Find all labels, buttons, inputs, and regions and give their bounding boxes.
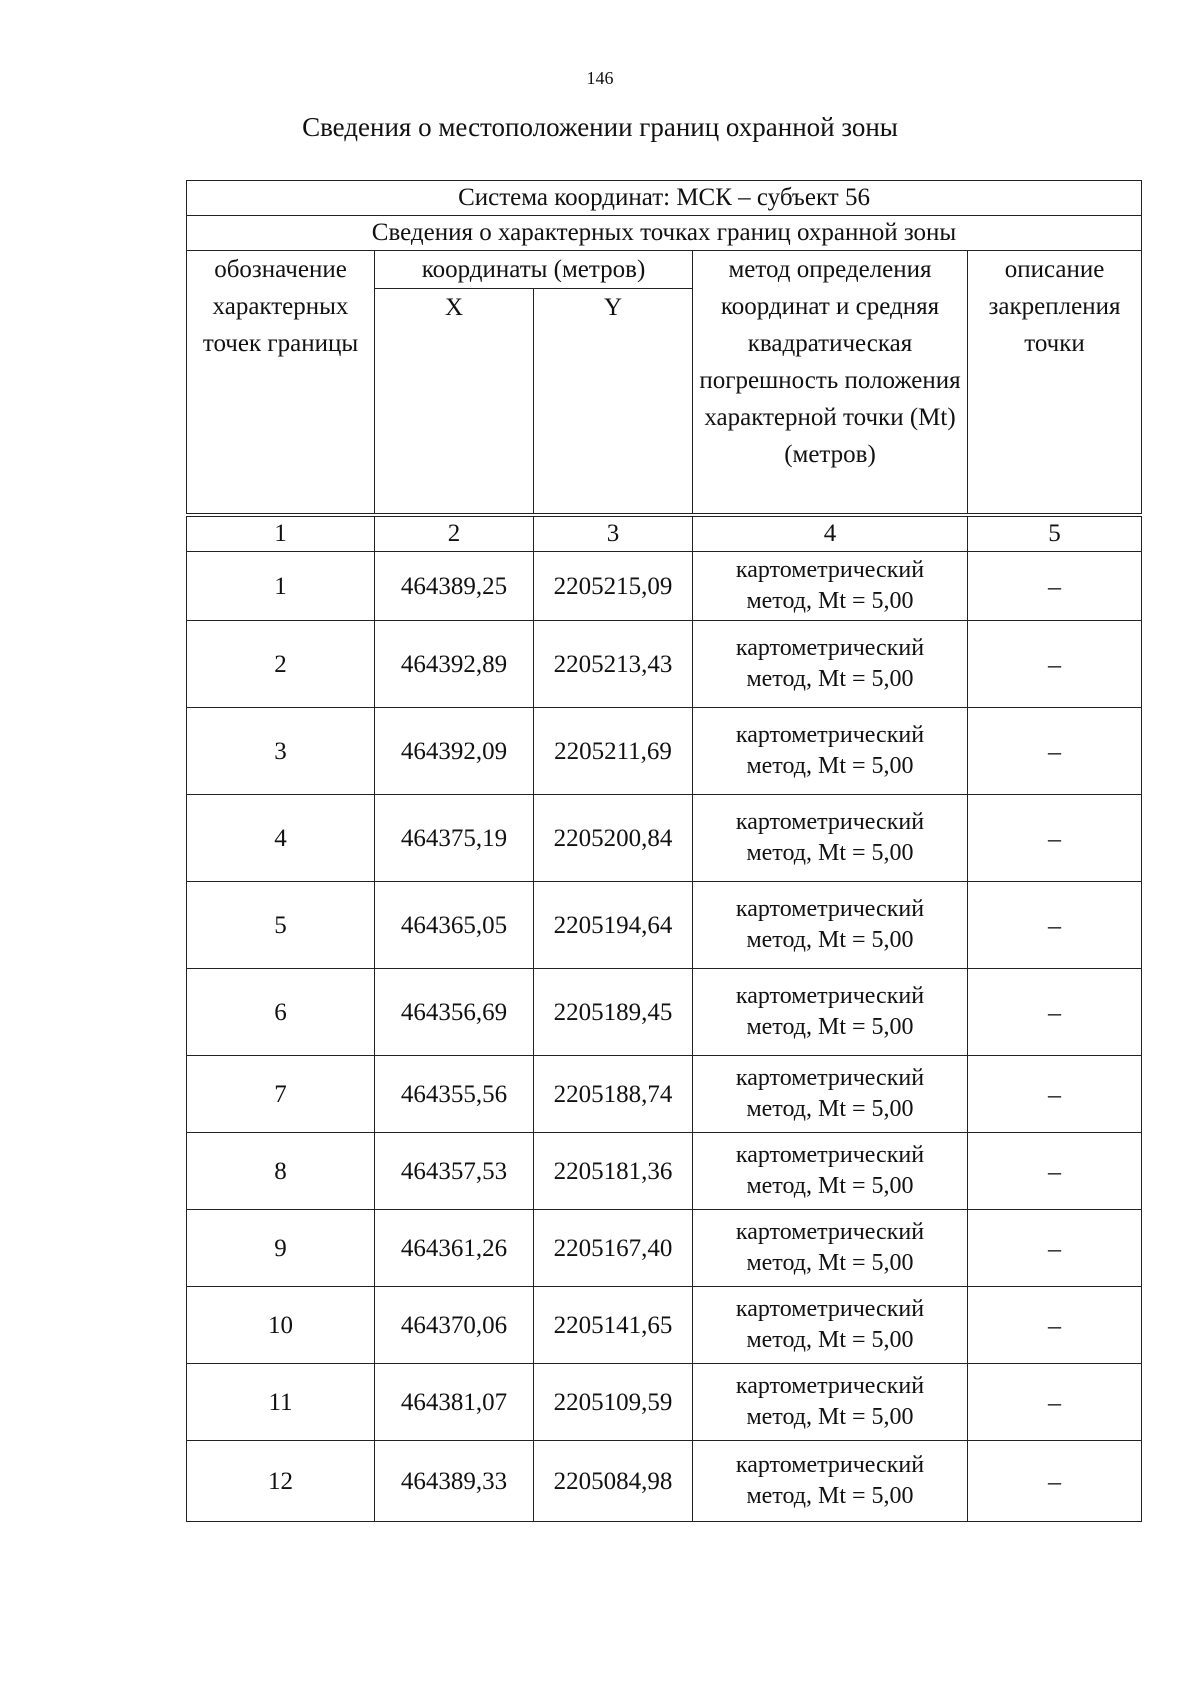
description-cell: –	[968, 708, 1142, 795]
y-coordinate-cell: 2205200,84	[534, 795, 693, 882]
point-number-cell: 2	[187, 621, 375, 708]
x-coordinate-cell: 464370,06	[375, 1287, 534, 1364]
table-row	[187, 708, 1142, 795]
table-row	[187, 552, 1142, 621]
column-number: 2	[375, 515, 534, 552]
method-line-2: метод, Mt = 5,00	[746, 840, 914, 866]
x-coordinate-cell: 464355,56	[375, 1056, 534, 1133]
method-line-2: метод, Mt = 5,00	[746, 927, 914, 953]
method-line-1: картометрический	[735, 983, 925, 1009]
column-number: 4	[693, 515, 968, 552]
method-line-2: метод, Mt = 5,00	[746, 753, 914, 779]
document-title: Сведения о местоположении границ охранной зоны	[302, 112, 898, 142]
coordinate-system-cell: Система координат: МСК – субъект 56	[187, 181, 1142, 216]
point-number-cell: 12	[187, 1441, 375, 1522]
point-number-cell: 11	[187, 1364, 375, 1441]
y-coordinate-cell: 2205211,69	[534, 708, 693, 795]
method-cell	[693, 1287, 968, 1364]
y-coordinate-cell: 2205167,40	[534, 1210, 693, 1287]
method-line-2: метод, Mt = 5,00	[746, 666, 914, 692]
points-info-cell: Сведения о характерных точках границ охранной зоны	[187, 216, 1142, 251]
description-cell: –	[968, 1133, 1142, 1210]
method-cell	[693, 882, 968, 969]
x-coordinate-cell: 464361,26	[375, 1210, 534, 1287]
method-header: метод определения координат и средняя квадратическая погрешность положения характерной точки (Mt) (метров)	[693, 251, 968, 516]
x-coordinate-cell: 464389,25	[375, 552, 534, 621]
y-coordinate-cell: 2205084,98	[534, 1441, 693, 1522]
method-cell	[693, 552, 968, 621]
y-coordinate-cell: 2205189,45	[534, 969, 693, 1056]
table-body	[187, 181, 1142, 1522]
x-coordinate-cell: 464365,05	[375, 882, 534, 969]
table-row	[187, 1287, 1142, 1364]
x-header: X	[375, 289, 534, 516]
point-number-cell: 6	[187, 969, 375, 1056]
column-number: 3	[534, 515, 693, 552]
info-row	[187, 216, 1142, 251]
x-coordinate-cell: 464375,19	[375, 795, 534, 882]
method-line-1: картометрический	[735, 1142, 925, 1168]
description-cell: –	[968, 1056, 1142, 1133]
method-line-2: метод, Mt = 5,00	[746, 1173, 914, 1199]
method-line-2: метод, Mt = 5,00	[746, 1483, 914, 1509]
method-cell	[693, 1441, 968, 1522]
method-line-1: картометрический	[735, 896, 925, 922]
method-line-2: метод, Mt = 5,00	[746, 1096, 914, 1122]
coordinates-header: координаты (метров)	[375, 251, 693, 289]
column-numbers-row	[187, 515, 1142, 552]
description-cell: –	[968, 552, 1142, 621]
header-row-1	[187, 251, 1142, 289]
method-line-2: метод, Mt = 5,00	[746, 1327, 914, 1353]
table-row	[187, 1056, 1142, 1133]
point-number-cell: 4	[187, 795, 375, 882]
method-line-1: картометрический	[735, 722, 925, 748]
system-row	[187, 181, 1142, 216]
y-coordinate-cell: 2205109,59	[534, 1364, 693, 1441]
point-number-cell: 5	[187, 882, 375, 969]
x-coordinate-cell: 464381,07	[375, 1364, 534, 1441]
method-cell	[693, 1056, 968, 1133]
method-cell	[693, 795, 968, 882]
point-number-cell: 9	[187, 1210, 375, 1287]
table-row	[187, 969, 1142, 1056]
page-number: 146	[586, 68, 614, 88]
x-coordinate-cell: 464389,33	[375, 1441, 534, 1522]
point-number-cell: 10	[187, 1287, 375, 1364]
point-number-cell: 7	[187, 1056, 375, 1133]
method-line-1: картометрический	[735, 635, 925, 661]
description-cell: –	[968, 1364, 1142, 1441]
y-coordinate-cell: 2205141,65	[534, 1287, 693, 1364]
method-line-1: картометрический	[735, 1065, 925, 1091]
description-cell: –	[968, 969, 1142, 1056]
method-cell	[693, 708, 968, 795]
boundary-points-table	[186, 180, 1142, 1522]
table-row	[187, 882, 1142, 969]
method-cell	[693, 621, 968, 708]
description-header: описание закрепления точки	[968, 251, 1142, 516]
method-line-1: картометрический	[735, 1296, 925, 1322]
description-cell: –	[968, 1287, 1142, 1364]
method-line-1: картометрический	[735, 1452, 925, 1478]
description-cell: –	[968, 1441, 1142, 1522]
method-line-1: картометрический	[735, 809, 925, 835]
x-coordinate-cell: 464356,69	[375, 969, 534, 1056]
table-row	[187, 1441, 1142, 1522]
description-cell: –	[968, 621, 1142, 708]
description-cell: –	[968, 1210, 1142, 1287]
column-number: 5	[968, 515, 1142, 552]
table-row	[187, 1210, 1142, 1287]
description-cell: –	[968, 882, 1142, 969]
table-row	[187, 1133, 1142, 1210]
description-cell: –	[968, 795, 1142, 882]
method-line-2: метод, Mt = 5,00	[746, 1404, 914, 1430]
column-number: 1	[187, 515, 375, 552]
y-coordinate-cell: 2205215,09	[534, 552, 693, 621]
x-coordinate-cell: 464392,89	[375, 621, 534, 708]
method-cell	[693, 1133, 968, 1210]
method-line-2: метод, Mt = 5,00	[746, 1250, 914, 1276]
method-line-1: картометрический	[735, 557, 925, 583]
y-header: Y	[534, 289, 693, 516]
designation-header: обозначение характерных точек границы	[187, 251, 375, 516]
y-coordinate-cell: 2205213,43	[534, 621, 693, 708]
y-coordinate-cell: 2205194,64	[534, 882, 693, 969]
table-row	[187, 1364, 1142, 1441]
point-number-cell: 3	[187, 708, 375, 795]
x-coordinate-cell: 464392,09	[375, 708, 534, 795]
method-line-2: метод, Mt = 5,00	[746, 1014, 914, 1040]
x-coordinate-cell: 464357,53	[375, 1133, 534, 1210]
point-number-cell: 8	[187, 1133, 375, 1210]
point-number-cell: 1	[187, 552, 375, 621]
method-line-1: картометрический	[735, 1219, 925, 1245]
table-row	[187, 621, 1142, 708]
method-cell	[693, 1210, 968, 1287]
method-line-2: метод, Mt = 5,00	[746, 588, 914, 614]
method-cell	[693, 969, 968, 1056]
y-coordinate-cell: 2205188,74	[534, 1056, 693, 1133]
method-cell	[693, 1364, 968, 1441]
table-row	[187, 795, 1142, 882]
y-coordinate-cell: 2205181,36	[534, 1133, 693, 1210]
method-line-1: картометрический	[735, 1373, 925, 1399]
